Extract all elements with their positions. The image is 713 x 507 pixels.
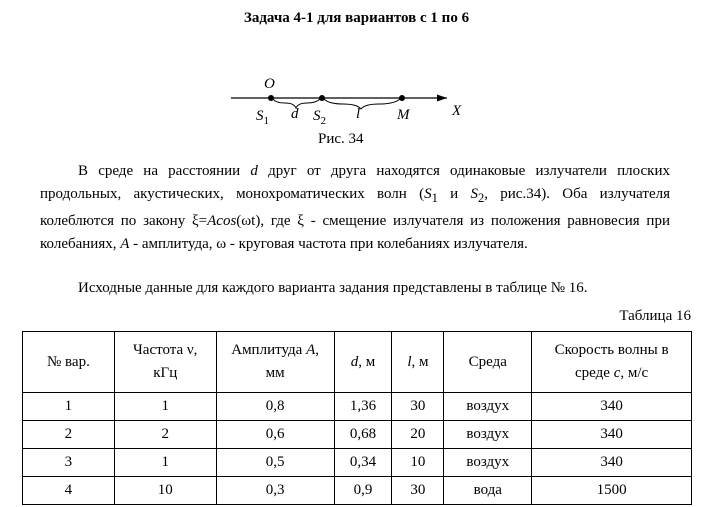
cell-distance: 0,34 [334, 449, 392, 477]
table-label: Таблица 16 [619, 308, 691, 324]
cell-length: 30 [392, 477, 444, 505]
variant-data-table [22, 331, 692, 505]
cell-speed: 340 [532, 449, 692, 477]
table-header-row [23, 332, 692, 393]
s1-label: $S_1$ [256, 108, 269, 127]
page-title: Задача 4-1 для вариантов с 1 по 6 [243, 10, 470, 26]
cell-amplitude: 0,5 [216, 449, 334, 477]
d-label: d [291, 106, 299, 122]
table-intro: Исходные данные для каждого варианта задания представлены в таблице № 16. [78, 280, 588, 296]
origin-label: O [264, 76, 275, 92]
cell-frequency: 1 [114, 449, 216, 477]
cell-frequency: 2 [114, 421, 216, 449]
table-row [23, 421, 692, 449]
s2-label: $S_2$ [313, 108, 326, 127]
cell-variant: 1 [23, 393, 115, 421]
x-axis-arrow [437, 95, 447, 102]
header-speed: Скорость волны в среде c, м/с [532, 332, 692, 393]
cell-speed: 1500 [532, 477, 692, 505]
figure-caption: Рис. 34 [318, 131, 364, 147]
cell-length: 10 [392, 449, 444, 477]
source-s1-dot [268, 95, 274, 101]
table-row [23, 393, 692, 421]
problem-statement: В среде на расстоянии d друг от друга находятся одинаковые излучатели плоских продольных, акустических, монохроматических волн ($S_1$ и $S_2$, рис.34). Оба излучателя колеблются по закону ξ=Acos(ωt), где ξ - смещение излучателя из положения равновесия при колебаниях, A - амплитуда, ω - круговая частота при колебаниях излучателя. [40, 163, 671, 252]
x-axis-label: X [452, 103, 462, 119]
header-distance: d, м [334, 332, 392, 393]
cell-variant: 2 [23, 421, 115, 449]
table-row [23, 477, 692, 505]
cell-distance: 1,36 [334, 393, 392, 421]
cell-length: 30 [392, 393, 444, 421]
cell-amplitude: 0,8 [216, 393, 334, 421]
header-variant: № вар. [23, 332, 115, 393]
cell-frequency: 1 [114, 393, 216, 421]
cell-amplitude: 0,3 [216, 477, 334, 505]
source-s2-dot [319, 95, 325, 101]
header-amplitude: Амплитуда A, мм [216, 332, 334, 393]
header-medium: Среда [444, 332, 532, 393]
cell-medium: вода [444, 477, 532, 505]
cell-amplitude: 0,6 [216, 421, 334, 449]
cell-frequency: 10 [114, 477, 216, 505]
cell-distance: 0,68 [334, 421, 392, 449]
cell-medium: воздух [444, 421, 532, 449]
cell-variant: 3 [23, 449, 115, 477]
cell-speed: 340 [532, 393, 692, 421]
cell-medium: воздух [444, 393, 532, 421]
header-length: l, м [392, 332, 444, 393]
l-label: l [356, 106, 361, 122]
m-label: M [397, 107, 410, 123]
table-row [23, 449, 692, 477]
cell-medium: воздух [444, 449, 532, 477]
point-m-dot [399, 95, 405, 101]
cell-distance: 0,9 [334, 477, 392, 505]
cell-length: 20 [392, 421, 444, 449]
cell-speed: 340 [532, 421, 692, 449]
header-frequency: Частота ν, кГц [114, 332, 216, 393]
brace-l [324, 99, 400, 109]
cell-variant: 4 [23, 477, 115, 505]
